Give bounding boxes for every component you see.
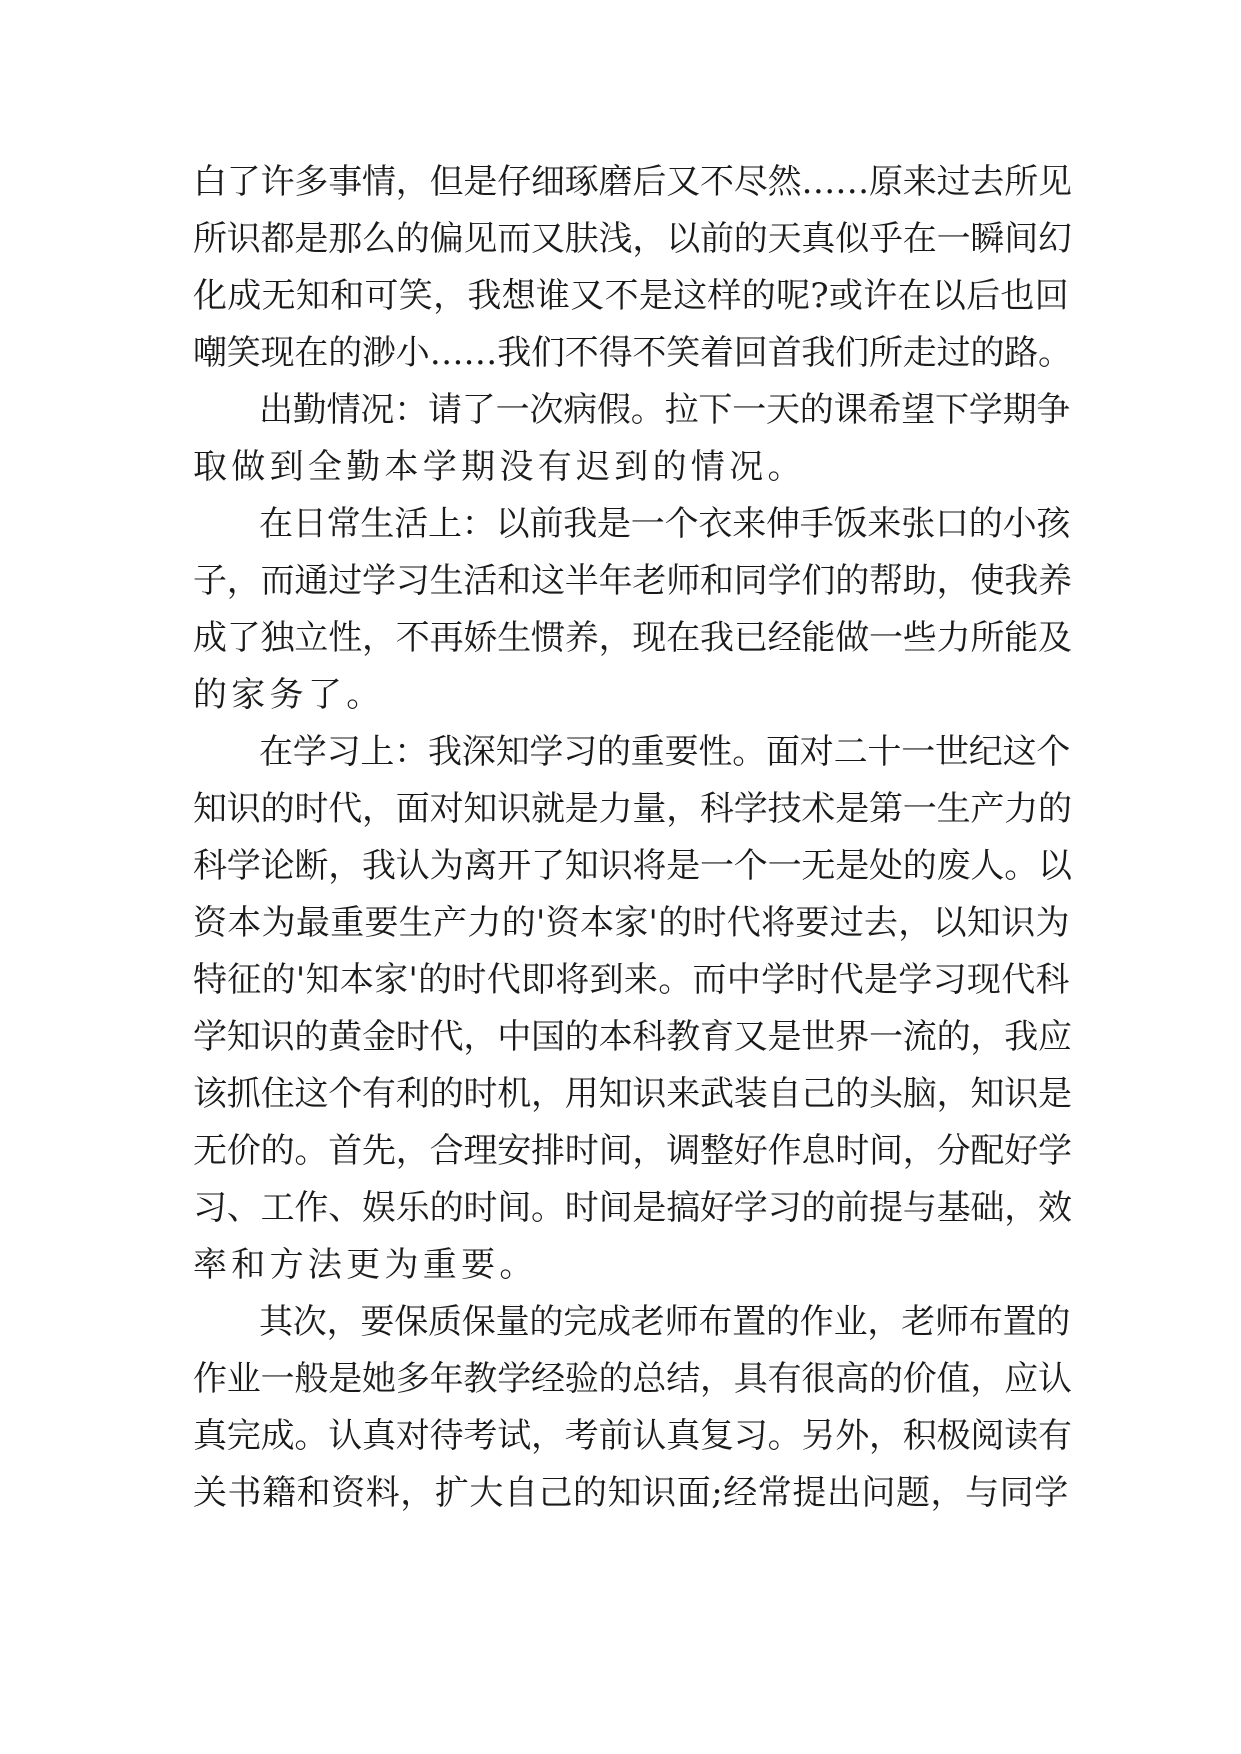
text-line: 所识都是那么的偏见而又肤浅，以前的天真似乎在一瞬间幻 <box>193 219 1072 259</box>
text-line: 无价的。首先，合理安排时间，调整好作息时间，分配好学 <box>193 1131 1072 1171</box>
text-line: 资本为最重要生产力的'资本家'的时代将要过去，以知识为 <box>193 903 1070 943</box>
text-line: 真完成。认真对待考试，考前认真复习。另外，积极阅读有 <box>193 1416 1072 1456</box>
paragraph-start-line: 在学习上：我深知学习的重要性。面对二十一世纪这个 <box>259 732 1071 772</box>
document-body <box>193 154 1073 1522</box>
text-line: 子，而通过学习生活和这半年老师和同学们的帮助，使我养 <box>193 561 1072 601</box>
text-line: 关书籍和资料，扩大自己的知识面;经常提出问题，与同学 <box>193 1473 1069 1513</box>
text-line: 的家务了。 <box>193 675 385 715</box>
text-line: 作业一般是她多年教学经验的总结，具有很高的价值，应认 <box>193 1359 1072 1399</box>
text-line: 特征的'知本家'的时代即将到来。而中学时代是学习现代科 <box>193 960 1070 1000</box>
text-line: 知识的时代，面对知识就是力量，科学技术是第一生产力的 <box>193 789 1072 829</box>
text-line: 嘲笑现在的渺小……我们不得不笑着回首我们所走过的路。 <box>193 333 1072 373</box>
text-line: 率和方法更为重要。 <box>193 1245 538 1285</box>
text-line: 习、工作、娱乐的时间。时间是搞好学习的前提与基础，效 <box>193 1188 1072 1228</box>
text-line: 成了独立性，不再娇生惯养，现在我已经能做一些力所能及 <box>193 618 1072 658</box>
text-line: 化成无知和可笑，我想谁又不是这样的呢?或许在以后也回 <box>193 276 1070 316</box>
text-line: 取做到全勤本学期没有迟到的情况。 <box>193 447 806 487</box>
paragraph-start-line: 在日常生活上：以前我是一个衣来伸手饭来张口的小孩 <box>259 504 1071 544</box>
paragraph-start-line: 其次，要保质保量的完成老师布置的作业，老师布置的 <box>259 1302 1071 1342</box>
text-line: 科学论断，我认为离开了知识将是一个一无是处的废人。以 <box>193 846 1072 886</box>
text-line: 白了许多事情，但是仔细琢磨后又不尽然……原来过去所见 <box>193 162 1072 202</box>
text-line: 该抓住这个有利的时机，用知识来武装自己的头脑，知识是 <box>193 1074 1072 1114</box>
paragraph-start-line: 出勤情况：请了一次病假。拉下一天的课希望下学期争 <box>259 390 1071 430</box>
text-line: 学知识的黄金时代，中国的本科教育又是世界一流的，我应 <box>193 1017 1072 1057</box>
